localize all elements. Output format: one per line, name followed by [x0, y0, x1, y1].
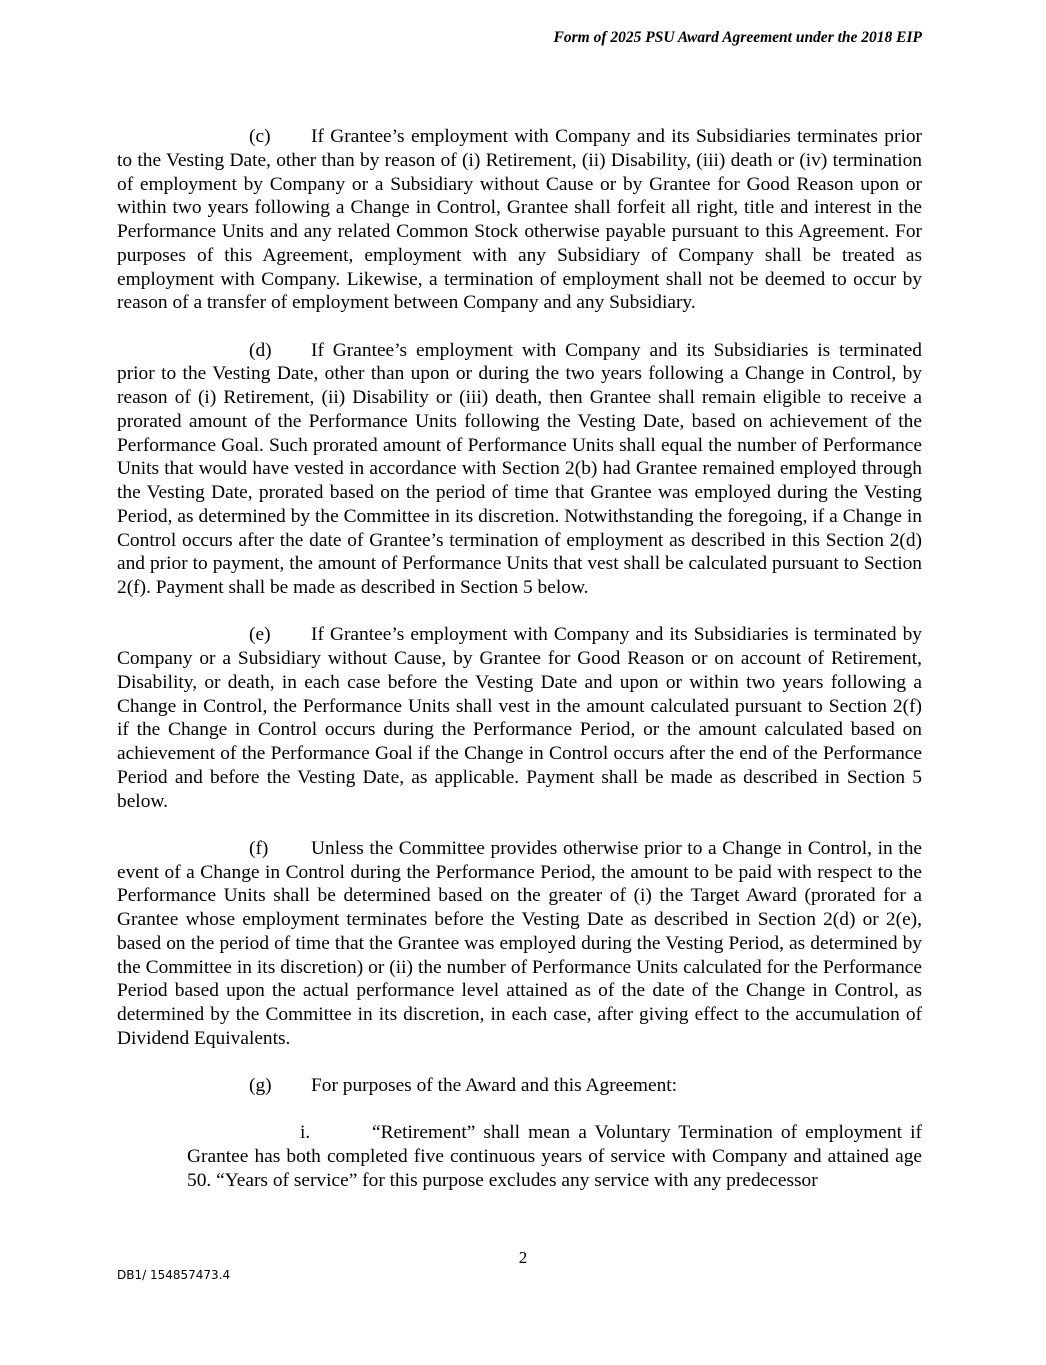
- paragraph-label: (c): [249, 126, 271, 147]
- paragraph-label: (f): [249, 837, 269, 859]
- paragraph-d: [117, 339, 922, 600]
- paragraph-g: [117, 1074, 922, 1098]
- paragraph-label: (d): [249, 339, 272, 361]
- subparagraph-text: “Retirement” shall mean a Voluntary Termination of employment if Grantee has both completed five continuous years of service with Company and attained age 50. “Years of service” for this purpose excludes any service with any predecessor: [187, 1122, 922, 1191]
- subparagraph-i: [187, 1121, 922, 1192]
- document-body: [117, 125, 922, 1193]
- subparagraph-label: i.: [300, 1122, 311, 1144]
- paragraph-label: (e): [249, 624, 271, 646]
- paragraph-text: Unless the Committee provides otherwise prior to a Change in Control, in the event of a Change in Control during the Performance Period, the amount to be paid with respect to the Performance Units shall be determined based on the greater of (i) the Target Award (prorated for a Grantee whose employment terminates before the Vesting Date as described in Section 2(d) or 2(e), based on the period of time that the Grantee was employed during the Vesting Period, as determined by the Committee in its discretion) or (ii) the number of Performance Units calculated for the Performance Period based upon the actual performance level attained as of the date of the Change in Control, as determined by the Committee in its discretion, in each case, after giving effect to the accumulation of Dividend Equivalents.: [117, 837, 922, 1049]
- paragraph-e: [117, 623, 922, 813]
- paragraph-text: If Grantee’s employment with Company and its Subsidiaries is terminated by Company or a Subsidiary without Cause, by Grantee for Good Reason or on account of Retirement, Disability, or death, in each case before the Vesting Date and upon or within two years following a Change in Control, the Performance Units shall vest in the amount calculated pursuant to Section 2(f) if the Change in Control occurs during the Performance Period, or the amount calculated based on achievement of the Performance Goal if the Change in Control occurs after the end of the Performance Period and before the Vesting Date, as applicable. Payment shall be made as described in Section 5 below.: [117, 624, 922, 812]
- paragraph-c: [117, 125, 922, 315]
- paragraph-f: [117, 837, 922, 1051]
- paragraph-text: If Grantee’s employment with Company and its Subsidiaries terminates prior to the Vesting Date, other than by reason of (i) Retirement, (ii) Disability, (iii) death or (iv) termination of employment by Company or a Subsidiary without Cause or by Grantee for Good Reason upon or within two years following a Change in Control, Grantee shall forfeit all right, title and interest in the Performance Units and any related Common Stock otherwise payable pursuant to this Agreement. For purposes of this Agreement, employment with any Subsidiary of Company shall be treated as employment with Company. Likewise, a termination of employment shall not be deemed to occur by reason of a transfer of employment between Company and any Subsidiary.: [117, 126, 922, 314]
- page-number: 2: [518, 1248, 528, 1267]
- paragraph-label: (g): [249, 1075, 272, 1096]
- paragraph-text: For purposes of the Award and this Agreement:: [311, 1075, 678, 1096]
- document-id: DB1/ 154857473.4: [117, 1268, 231, 1282]
- paragraph-text: If Grantee’s employment with Company and its Subsidiaries is terminated prior to the Vesting Date, other than upon or during the two years following a Change in Control, by reason of (i) Retirement, (ii) Disability or (iii) death, then Grantee shall remain eligible to receive a prorated amount of the Performance Units following the Vesting Date, based on achievement of the Performance Goal. Such prorated amount of Performance Units shall equal the number of Performance Units that would have vested in accordance with Section 2(b) had Grantee remained employed through the Vesting Date, prorated based on the period of time that Grantee was employed during the Vesting Period, as determined by the Committee in its discretion. Notwithstanding the foregoing, if a Change in Control occurs after the date of Grantee’s termination of employment as described in this Section 2(d) and prior to payment, the amount of Performance Units that vest shall be calculated pursuant to Section 2(f). Payment shall be made as described in Section 5 below.: [117, 339, 922, 598]
- document-header-title: Form of 2025 PSU Award Agreement under the 2018 EIP: [553, 29, 922, 46]
